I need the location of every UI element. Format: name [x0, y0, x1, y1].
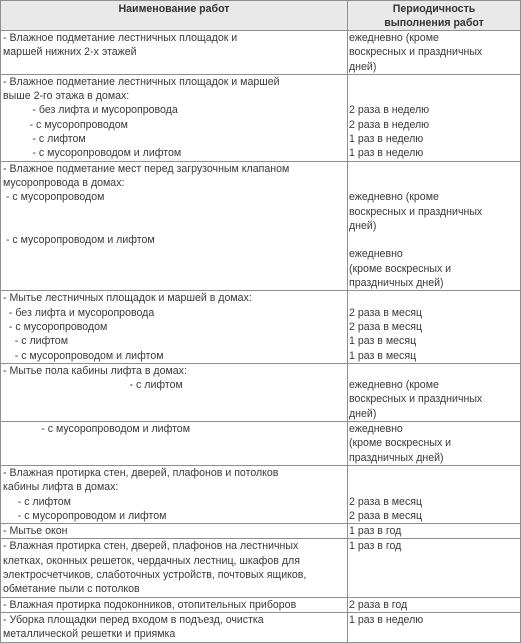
table-row [1, 524, 521, 539]
table-row [1, 465, 521, 523]
work-cell: - Уборка площадки перед входом в подъезд, очистка металлической решетки и приямка [1, 612, 348, 642]
period-cell: ежедневно (кроме воскресных и праздничных дней) [348, 31, 521, 75]
work-cell: - Влажная протирка стен, дверей, плафонов на лестничных клетках, оконных решеток, чердачных лестниц, шкафов для электросчетчиков, слаботочных устройств, почтовых ящиков, обметание пыли с потолков [1, 539, 348, 597]
work-cell: - Мытье окон [1, 524, 348, 539]
work-cell: - Влажное подметание лестничных площадок и маршей выше 2-го этажа в домах: - без лифта и мусоропровода - с мусоропроводом - с лифтом - с мусоропроводом и лифтом [1, 74, 348, 161]
table-header-row [1, 1, 521, 31]
period-cell: 1 раз в год [348, 524, 521, 539]
work-cell: - Влажная протирка подоконников, отопительных приборов [1, 597, 348, 612]
period-cell: ежедневно (кроме воскресных и праздничных дней) [348, 363, 521, 421]
period-cell: 1 раз в год [348, 539, 521, 597]
work-cell: - Мытье лестничных площадок и маршей в домах: - без лифта и мусоропровода - с мусоропроводом - с лифтом - с мусоропроводом и лифтом [1, 291, 348, 363]
work-cell: - Влажное подметание мест перед загрузочным клапаном мусоропровода в домах: - с мусоропроводом - с мусоропроводом и лифтом [1, 161, 348, 291]
table-row [1, 597, 521, 612]
period-cell: 2 раза в год [348, 597, 521, 612]
table-row [1, 74, 521, 161]
table-row [1, 612, 521, 642]
period-cell: ежедневно (кроме воскресных и праздничных дней) ежедневно (кроме воскресных и праздничных дней) [348, 161, 521, 291]
period-cell: ежедневно (кроме воскресных и праздничных дней) [348, 422, 521, 466]
period-cell: 2 раза в месяц 2 раза в месяц [348, 465, 521, 523]
table-row [1, 539, 521, 597]
table-row [1, 363, 521, 421]
work-cell: - Мытье пола кабины лифта в домах: - с лифтом [1, 363, 348, 421]
period-cell: 2 раза в месяц 2 раза в месяц 1 раз в месяц 1 раз в месяц [348, 291, 521, 363]
table-row [1, 161, 521, 291]
table-row [1, 31, 521, 75]
table-row [1, 422, 521, 466]
header-periodicity: Периодичность выполнения работ [348, 1, 521, 31]
work-cell: - Влажная протирка стен, дверей, плафонов и потолков кабины лифта в домах: - с лифтом - с мусоропроводом и лифтом [1, 465, 348, 523]
period-cell: 2 раза в неделю 2 раза в неделю 1 раз в неделю 1 раз в неделю [348, 74, 521, 161]
header-work-name: Наименование работ [1, 1, 348, 31]
table-row [1, 291, 521, 363]
work-cell: - с мусоропроводом и лифтом [1, 422, 348, 466]
work-cell: - Влажное подметание лестничных площадок и маршей нижних 2-х этажей [1, 31, 348, 75]
period-cell: 1 раз в неделю [348, 612, 521, 642]
